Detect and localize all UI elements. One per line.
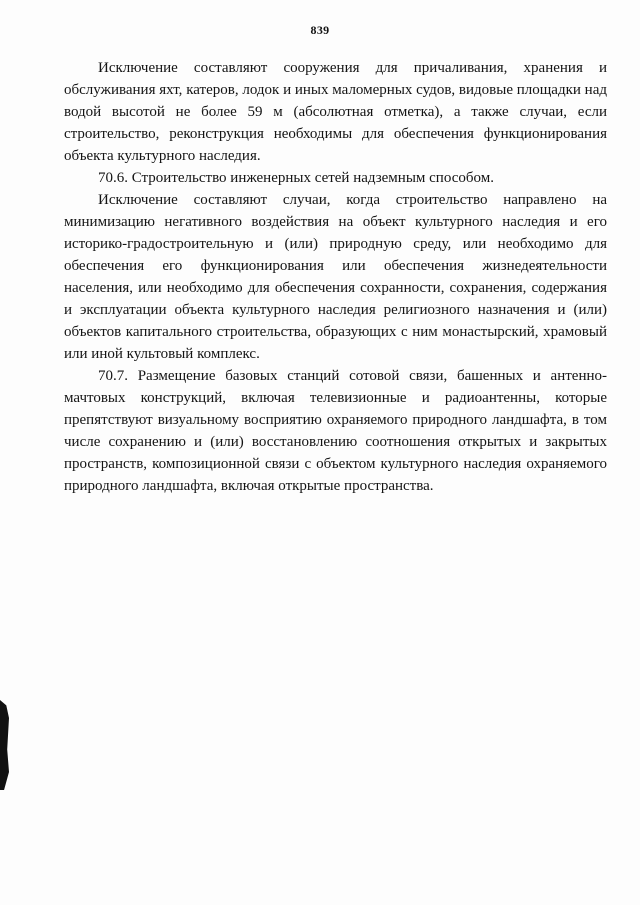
scan-edge-mark	[0, 700, 9, 790]
paragraph-exception-mooring: Исключение составляют сооружения для причаливания, хранения и обслуживания яхт, катеров, лодок и иных маломерных судов, видовые площадки над водой высотой не более 59 м (абсолютная отметка), а также случаи, если строительство, реконструкция необходимы для обеспечения функционирования объекта культурного наследия.	[64, 60, 607, 164]
document-body	[64, 57, 607, 497]
paragraph-70-7-base-stations: 70.7. Размещение базовых станций сотовой связи, башенных и антенно-мачтовых конструкций, включая телевизионные и радиоантенны, которые препятствуют визуальному восприятию охраняемого природного ландшафта, в том числе сохранению и (или) восстановлению соотношения открытых и закрытых пространств, композиционной связи с объектом культурного наследия охраняемого природного ландшафта, включая открытые пространства.	[64, 368, 607, 494]
paragraph-70-6-heading: 70.6. Строительство инженерных сетей надземным способом.	[98, 170, 494, 186]
paragraph-exception-networks: Исключение составляют случаи, когда строительство направлено на минимизацию негативного воздействия на объект культурного наследия и его историко-градостроительную и (или) природную среду, или необходимо для обеспечения его функционирования или обеспечения жизнедеятельности населения, или необходимо для обеспечения сохранности, сохранения, содержания и эксплуатации объекта культурного наследия религиозного назначения и (или) объектов капитального строительства, образующих с ним монастырский, храмовый или иной культовый комплекс.	[64, 192, 607, 362]
page-number: 839	[310, 23, 330, 37]
